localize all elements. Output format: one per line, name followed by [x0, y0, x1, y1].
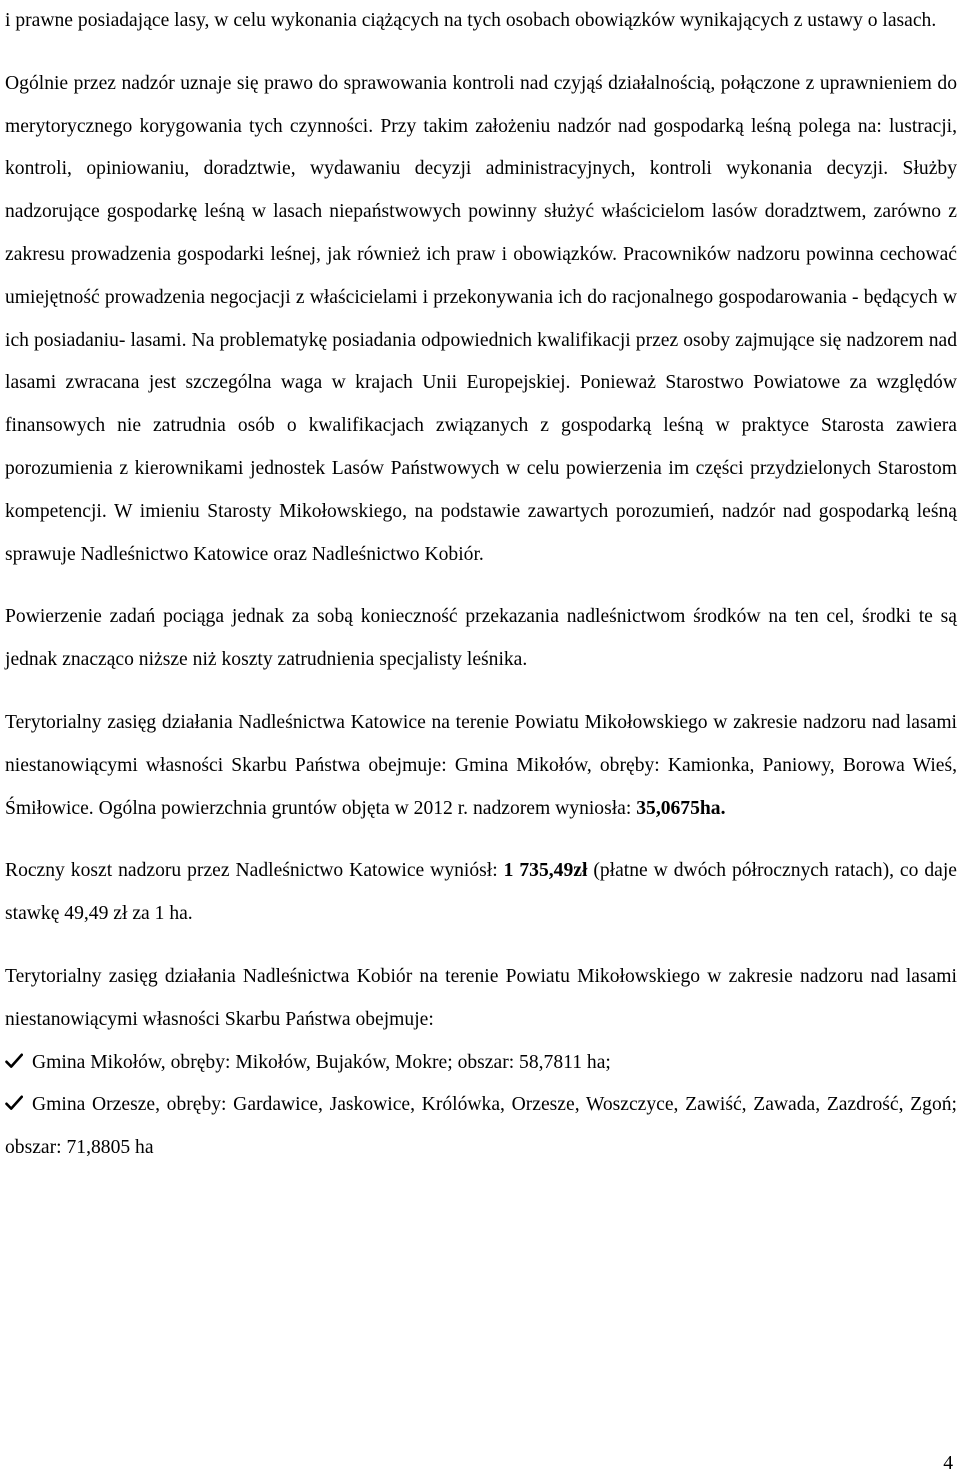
bold-value: 1 735,49zł: [503, 860, 588, 882]
document-page: [5, 0, 957, 1170]
body-text: [5, 0, 957, 1042]
page-number: 4: [943, 1453, 953, 1474]
checkmark-icon: [5, 1053, 23, 1069]
para-nadzor: [5, 63, 957, 577]
district-checklist: [5, 1042, 957, 1170]
text-run: (płatne w dwóch półrocznych ratach), co daje stawkę 49,49 zł za 1 ha.: [5, 860, 958, 925]
bold-value: 35,0675ha.: [636, 797, 726, 819]
para-continuation: [5, 0, 957, 43]
checklist-item: [5, 1084, 957, 1170]
para-katowice-koszt: [5, 850, 957, 936]
checklist-item-text: Gmina Orzesze, obręby: Gardawice, Jaskowice, Królówka, Orzesze, Woszczyce, Zawiść, Zawada, Zazdrość, Zgoń; obszar: 71,8805 ha: [5, 1094, 957, 1159]
text-run: Roczny koszt nadzoru przez Nadleśnictwo Katowice wyniósł:: [5, 860, 504, 882]
text-run: Terytorialny zasięg działania Nadleśnictwa Katowice na terenie Powiatu Mikołowskiego w zakresie nadzoru nad lasami niestanowiącymi własności Skarbu Państwa obejmuje: Gmina Mikołów, obręby: Kamionka, Paniowy, Borowa Wieś, Śmiłowice. Ogólna powierzchnia gruntów objęta w 2012 r. nadzorem wyniosła:: [5, 711, 957, 819]
para-kobior-zasieg: [5, 956, 957, 1042]
text-run: i prawne posiadające lasy, w celu wykonania ciążących na tych osobach obowiązków wynikających z ustawy o lasach.: [5, 10, 937, 31]
text-run: Ogólnie przez nadzór uznaje się prawo do sprawowania kontroli nad czyjąś działalnością, połączone z uprawnieniem do merytorycznego korygowania tych czynności. Przy takim założeniu nadzór nad gospodarką leśną polega na: lustracji, kontroli, opiniowaniu, doradztwie, wydawaniu decyzji administracyjnych, kontroli wykonania decyzji. Służby nadzorujące gospodarkę leśną w lasach niepaństwowych powinny służyć właścicielom lasów doradztwem, zarówno z zakresu prowadzenia gospodarki leśnej, jak również ich praw i obowiązków. Pracowników nadzoru powinna cechować umiejętność prowadzenia negocjacji z właścicielami i przekonywania ich do racjonalnego gospodarowania - będących w ich posiadaniu- lasami. Na problematykę posiadania odpowiednich kwalifikacji przez osoby zajmujące się nadzorem nad lasami zwracana jest szczególna waga w krajach Unii Europejskiej. Ponieważ Starostwo Powiatowe za względów finansowych nie zatrudnia osób o kwalifikacjach związanych z gospodarką leśną w praktyce Starosta zawiera porozumienia z kierownikami jednostek Lasów Państwowych w celu powierzenia im części przydzielonych Starostom kompetencji. W imieniu Starosty Mikołowskiego, na podstawie zawartych porozumień, nadzór nad gospodarką leśną sprawuje Nadleśnictwo Katowice oraz Nadleśnictwo Kobiór.: [5, 72, 957, 565]
para-koszty: [5, 596, 957, 682]
text-run: Terytorialny zasięg działania Nadleśnictwa Kobiór na terenie Powiatu Mikołowskiego w zakresie nadzoru nad lasami niestanowiącymi własności Skarbu Państwa obejmuje:: [5, 965, 957, 1030]
checkmark-icon: [5, 1095, 23, 1111]
checklist-item: [5, 1042, 957, 1085]
para-katowice-zasieg: [5, 702, 957, 830]
text-run: Powierzenie zadań pociąga jednak za sobą konieczność przekazania nadleśnictwom środków na ten cel, środki te są jednak znacząco niższe niż koszty zatrudnienia specjalisty leśnika.: [5, 606, 957, 671]
checklist-item-text: Gmina Mikołów, obręby: Mikołów, Bujaków, Mokre; obszar: 58,7811 ha;: [32, 1051, 611, 1073]
